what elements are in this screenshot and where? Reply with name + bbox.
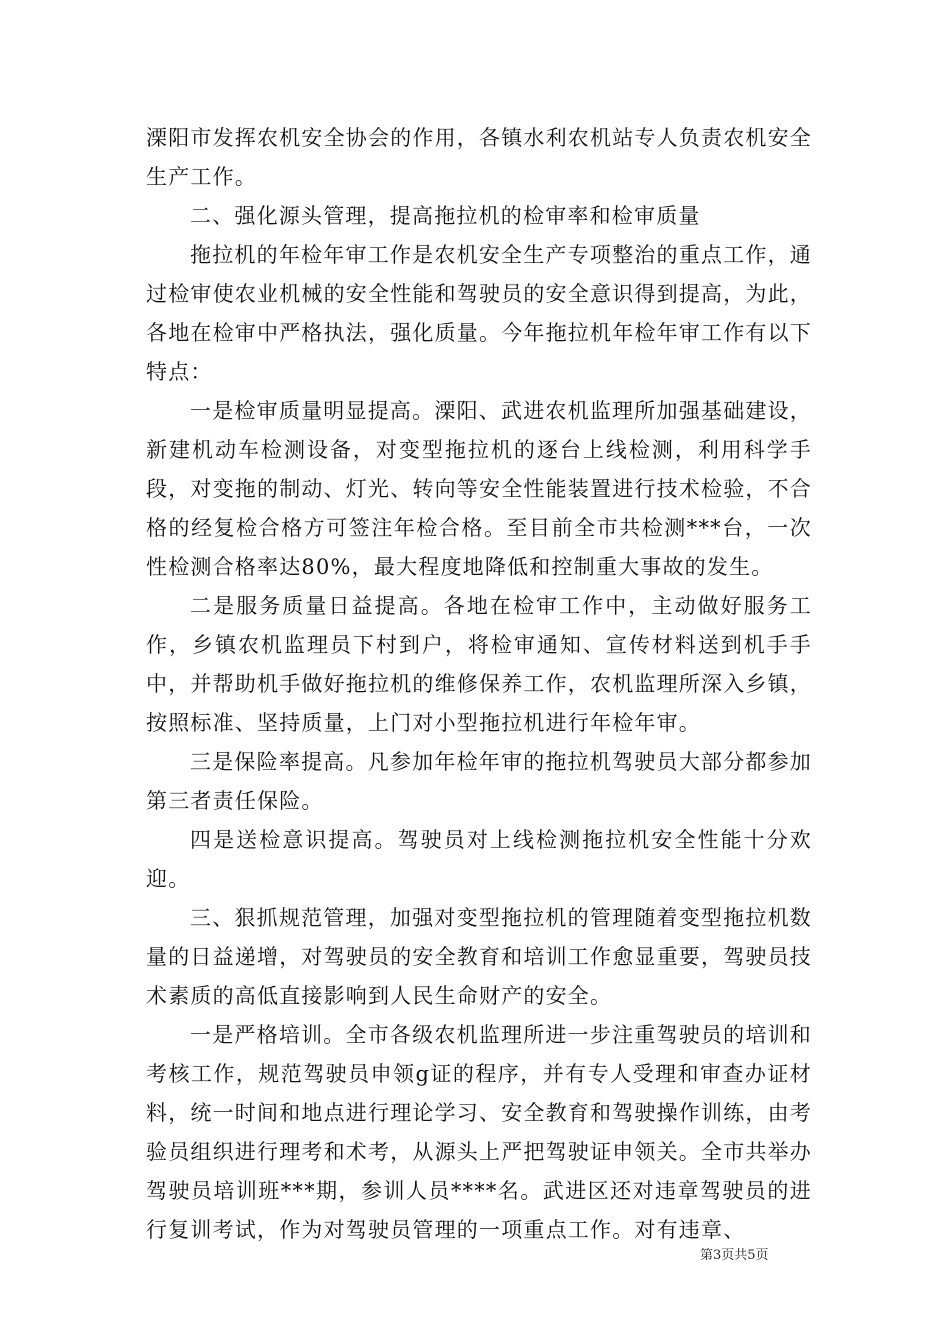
page-number-footer: 第3页共5页 <box>700 1248 769 1263</box>
paragraph-7: 四是送检意识提高。驾驶员对上线检测拖拉机安全性能十分欢迎。 <box>146 828 812 891</box>
document-body <box>146 119 812 1250</box>
section-heading-2: 二、强化源头管理，提高拖拉机的检审率和检审质量 <box>190 204 701 228</box>
paragraph-9: 一是严格培训。全市各级农机监理所进一步注重驾驶员的培训和考核工作，规范驾驶员申领g证的程序，并有专人受理和审查办证材料，统一时间和地点进行理论学习、安全教育和驾驶操作训练，由考验员组织进行理考和术考，从源头上严把驾驶证申领关。全市共举办驾驶员培训班***期，参训人员****名。武进区还对违章驾驶员的进行复训考试，作为对驾驶员管理的一项重点工作。对有违章、 <box>146 1023 812 1242</box>
paragraph-1: 溧阳市发挥农机安全协会的作用，各镇水利农机站专人负责农机安全生产工作。 <box>146 126 812 189</box>
paragraph-6: 三是保险率提高。凡参加年检年审的拖拉机驾驶员大部分都参加第三者责任保险。 <box>146 750 812 813</box>
paragraph-3: 拖拉机的年检年审工作是农机安全生产专项整治的重点工作，通过检审使农业机械的安全性能和驾驶员的安全意识得到提高，为此，各地在检审中严格执法，强化质量。今年拖拉机年检年审工作有以下特点： <box>146 243 812 384</box>
paragraph-5: 二是服务质量日益提高。各地在检审工作中，主动做好服务工作，乡镇农机监理员下村到户，将检审通知、宣传材料送到机手手中，并帮助机手做好拖拉机的维修保养工作，农机监理所深入乡镇，按照标准、坚持质量，上门对小型拖拉机进行年检年审。 <box>146 594 812 735</box>
section-heading-3: 三、狠抓规范管理，加强对变型拖拉机的管理随着变型拖拉机数量的日益递增，对驾驶员的安全教育和培训工作愈显重要，驾驶员技术素质的高低直接影响到人民生命财产的安全。 <box>146 906 812 1008</box>
paragraph-4: 一是检审质量明显提高。溧阳、武进农机监理所加强基础建设，新建机动车检测设备，对变型拖拉机的逐台上线检测，利用科学手段，对变拖的制动、灯光、转向等安全性能装置进行技术检验，不合格的经复检合格方可签注年检合格。至目前全市共检测***台，一次性检测合格率达80%，最大程度地降低和控制重大事故的发生。 <box>146 399 812 579</box>
